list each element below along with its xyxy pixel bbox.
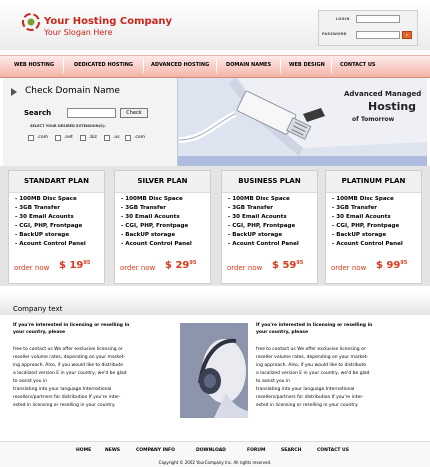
company-name: Your Hosting Company bbox=[44, 16, 173, 27]
order-now-link[interactable]: order now bbox=[227, 264, 263, 272]
hero-headline-line3: of Tomorrow bbox=[352, 116, 395, 123]
plan-feature: - BackUP storage bbox=[332, 232, 387, 238]
plan-price bbox=[376, 260, 407, 271]
plan-feature: - 100MB Disc Space bbox=[228, 196, 290, 202]
extension-checkbox[interactable] bbox=[55, 135, 61, 141]
plan-feature: - 30 Email Acounts bbox=[228, 214, 287, 220]
body-line: a localized version E in your country, we'd be glad bbox=[256, 371, 370, 376]
hero-headline-line2: Hosting bbox=[368, 100, 417, 113]
domain-check-panel bbox=[3, 78, 178, 166]
plan-feature: - 100MB Disc Space bbox=[15, 196, 77, 202]
price-cents: 95 bbox=[83, 260, 91, 266]
nav-divider bbox=[63, 58, 64, 73]
logo-swirl-icon bbox=[22, 13, 40, 31]
footer-link-download[interactable]: DOWNLOAD bbox=[196, 448, 226, 453]
extension-label: .com bbox=[134, 135, 146, 140]
price-amount: $ 59 bbox=[272, 260, 297, 271]
plan-card-platinum bbox=[325, 170, 422, 284]
password-input[interactable] bbox=[356, 31, 400, 39]
main-nav bbox=[0, 55, 430, 78]
title-line: If you're interested in licensing or reselling in bbox=[13, 323, 130, 328]
domain-search-input[interactable] bbox=[67, 108, 116, 118]
company-slogan: Your Slogan Here bbox=[44, 28, 113, 37]
body-line: to assist you in bbox=[256, 379, 290, 384]
plan-feature: - CGI, PHP, Frontpage bbox=[332, 223, 400, 229]
plan-header bbox=[9, 171, 104, 193]
nav-divider bbox=[331, 58, 332, 73]
plan-feature: - CGI, PHP, Frontpage bbox=[121, 223, 189, 229]
login-go-button[interactable] bbox=[402, 31, 412, 39]
footer-link-home[interactable]: HOME bbox=[76, 448, 92, 453]
body-line: translating into your language.International bbox=[13, 387, 112, 392]
footer-link-forum[interactable]: FORUM bbox=[247, 448, 266, 453]
price-amount: $ 19 bbox=[59, 260, 84, 271]
extension-checkbox[interactable] bbox=[104, 135, 110, 141]
price-amount: $ 99 bbox=[376, 260, 401, 271]
body-line: ested in licensing or reselling in your country. bbox=[13, 403, 116, 408]
body-line: resellers/partners for distribution If you're inter- bbox=[13, 395, 121, 400]
plan-feature: - 100MB Disc Space bbox=[332, 196, 394, 202]
arrow-bullet-icon bbox=[9, 87, 19, 97]
nav-contact-us[interactable]: CONTACT US bbox=[340, 62, 376, 68]
plan-features bbox=[332, 195, 403, 249]
plan-features bbox=[121, 195, 192, 249]
body-line: to assist you in bbox=[13, 379, 47, 384]
plan-feature: - 30 Email Acounts bbox=[15, 214, 74, 220]
hero-headline-line1: Advanced Managed bbox=[344, 90, 422, 98]
body-line: a localized version E in your country, we'd be glad bbox=[13, 371, 127, 376]
plan-card-standart bbox=[8, 170, 105, 284]
price-cents: 95 bbox=[296, 260, 304, 266]
nav-advanced-hosting[interactable]: ADVANCED HOSTING bbox=[151, 62, 210, 68]
extension-label: .biz bbox=[89, 135, 97, 140]
order-now-link[interactable]: order now bbox=[120, 264, 156, 272]
plan-features bbox=[15, 195, 86, 249]
plan-feature: - 100MB Disc Space bbox=[121, 196, 183, 202]
extension-checkbox[interactable] bbox=[28, 135, 34, 141]
person-with-headphones-image bbox=[180, 323, 248, 418]
extension-label: .us bbox=[113, 135, 120, 140]
nav-divider bbox=[280, 58, 281, 73]
extension-label: .com bbox=[37, 135, 49, 140]
nav-divider bbox=[143, 58, 144, 73]
login-input[interactable] bbox=[356, 15, 400, 23]
headphones-photo bbox=[180, 323, 248, 418]
section-heading: Company text bbox=[13, 305, 63, 313]
plan-feature: - CGI, PHP, Frontpage bbox=[15, 223, 83, 229]
nav-domain-names[interactable]: DOMAIN NAMES bbox=[226, 62, 272, 68]
nav-dedicated-hosting[interactable]: DEDICATED HOSTING bbox=[74, 62, 134, 68]
extension-checkbox[interactable] bbox=[125, 135, 131, 141]
left-column-body bbox=[13, 346, 126, 410]
extensions-note: SELECT YOUR DESIRED EXTENSION(S): bbox=[30, 124, 106, 128]
body-line: reseller volume rates, depending on your market- bbox=[13, 355, 126, 360]
plan-feature: - Acount Control Panel bbox=[332, 241, 403, 247]
plan-feature: - BackUP storage bbox=[121, 232, 176, 238]
title-line: If you're interested in licensing or reselling in bbox=[256, 323, 373, 328]
plan-features bbox=[228, 195, 299, 249]
plan-feature: - Acount Control Panel bbox=[15, 241, 86, 247]
login-panel bbox=[318, 10, 418, 46]
search-label: Search bbox=[24, 109, 52, 117]
plan-feature: - 3GB Transfer bbox=[121, 205, 166, 211]
plan-feature: - Acount Control Panel bbox=[121, 241, 192, 247]
body-line: ing approach. Also, if you would like to distribute bbox=[256, 363, 367, 368]
plan-price bbox=[59, 260, 90, 271]
plan-card-silver bbox=[114, 170, 211, 284]
body-line: translating into your language.International bbox=[256, 387, 355, 392]
plan-feature: - Acount Control Panel bbox=[228, 241, 299, 247]
plan-feature: - 30 Email Acounts bbox=[121, 214, 180, 220]
title-line: your country, please bbox=[256, 330, 308, 335]
arrow-right-icon: › bbox=[405, 32, 409, 39]
plan-title: STANDART PLAN bbox=[24, 177, 89, 185]
plan-title: PLATINUM PLAN bbox=[341, 177, 406, 185]
body-line: free to contact us We offer exclusive licensing or bbox=[256, 347, 366, 352]
extension-label: .net bbox=[64, 135, 73, 140]
login-label: LOGIN bbox=[336, 17, 350, 21]
price-amount: $ 29 bbox=[165, 260, 190, 271]
plan-header bbox=[222, 171, 317, 193]
footer-link-search[interactable]: SEARCH bbox=[281, 448, 302, 453]
password-label: PASSWORD bbox=[322, 32, 347, 36]
extension-checkbox[interactable] bbox=[80, 135, 86, 141]
domain-check-title: Check Domain Name bbox=[25, 86, 120, 96]
plan-header bbox=[326, 171, 421, 193]
plan-feature: - 3GB Transfer bbox=[332, 205, 377, 211]
plan-feature: - BackUP storage bbox=[228, 232, 283, 238]
plan-feature: - 3GB Transfer bbox=[15, 205, 60, 211]
plan-feature: - BackUP storage bbox=[15, 232, 70, 238]
plan-card-business bbox=[221, 170, 318, 284]
body-line: reseller volume rates, depending on your market- bbox=[256, 355, 369, 360]
plan-title: BUSINESS PLAN bbox=[238, 177, 301, 185]
plan-feature: - 3GB Transfer bbox=[228, 205, 273, 211]
header bbox=[0, 0, 430, 50]
plan-header bbox=[115, 171, 210, 193]
body-line: free to contact us We offer exclusive licensing or bbox=[13, 347, 123, 352]
footer-link-company-info[interactable]: COMPANY INFO bbox=[136, 448, 175, 453]
plan-feature: - CGI, PHP, Frontpage bbox=[228, 223, 296, 229]
copyright-notice: Copyright © 2002 YourCompany Inc. All rights reserved. bbox=[158, 460, 272, 465]
right-column-body bbox=[256, 346, 369, 410]
price-cents: 95 bbox=[400, 260, 408, 266]
left-column-title bbox=[13, 322, 129, 336]
title-line: your country, please bbox=[13, 330, 65, 335]
nav-web-design[interactable]: WEB DESIGN bbox=[289, 62, 325, 68]
footer-link-contact-us[interactable]: CONTACT US bbox=[317, 448, 349, 453]
footer bbox=[0, 441, 430, 467]
body-line: ested in licensing or reselling in your country. bbox=[256, 403, 359, 408]
order-now-link[interactable]: order now bbox=[14, 264, 50, 272]
price-cents: 95 bbox=[189, 260, 197, 266]
plan-feature: - 30 Email Acounts bbox=[332, 214, 391, 220]
plan-price bbox=[165, 260, 196, 271]
plan-price bbox=[272, 260, 303, 271]
right-column-title bbox=[256, 322, 372, 336]
content-header-band bbox=[0, 291, 430, 315]
body-line: ing approach. Also, if you would like to distribute bbox=[13, 363, 124, 368]
body-line: resellers/partners for distribution If you're inter- bbox=[256, 395, 364, 400]
hosting-plans bbox=[0, 166, 430, 286]
nav-divider bbox=[216, 58, 217, 73]
nav-web-hosting[interactable]: WEB HOSTING bbox=[14, 62, 55, 68]
footer-link-news[interactable]: NEWS bbox=[105, 448, 121, 453]
check-button[interactable]: Check bbox=[120, 108, 148, 118]
plan-title: SILVER PLAN bbox=[137, 177, 188, 185]
order-now-link[interactable]: order now bbox=[331, 264, 367, 272]
